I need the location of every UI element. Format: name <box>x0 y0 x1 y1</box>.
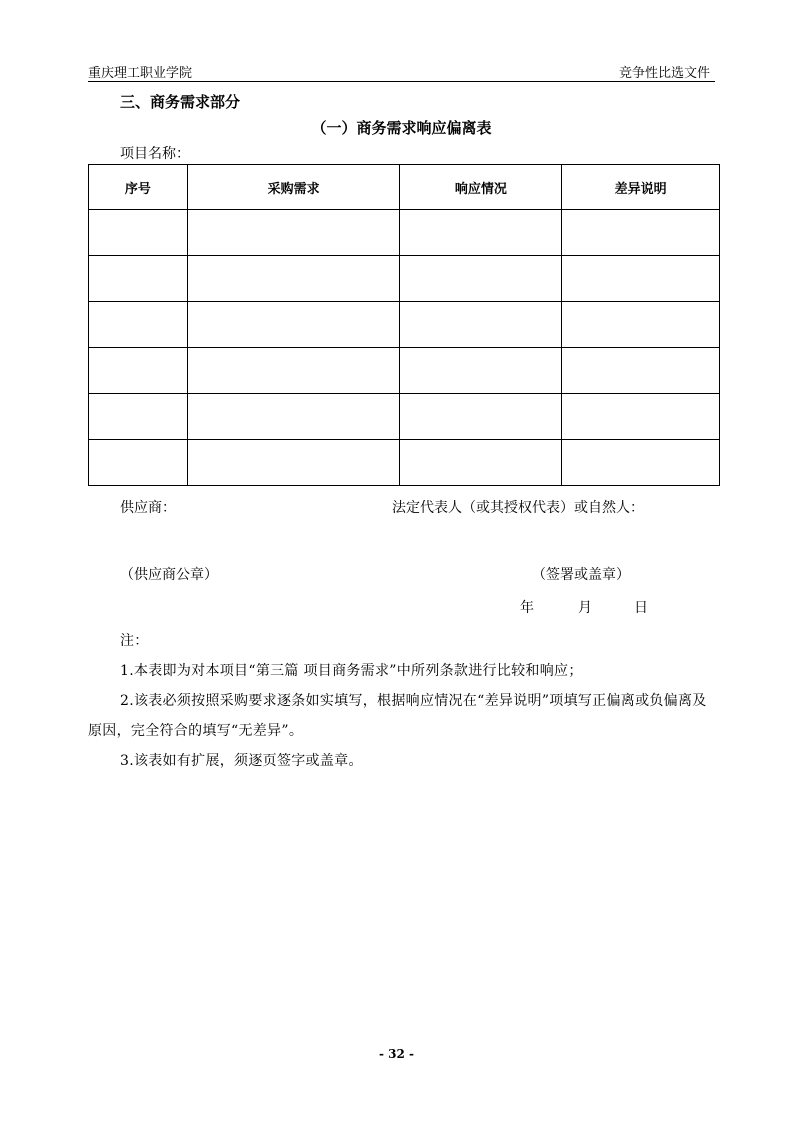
table-row <box>89 256 720 302</box>
legal-representative-label: 法定代表人（或其授权代表）或自然人： <box>392 500 644 516</box>
table-cell[interactable] <box>89 348 188 394</box>
table-row <box>89 440 720 486</box>
table-cell[interactable] <box>187 440 400 486</box>
table-title: （一）商务需求响应偏离表 <box>311 119 492 137</box>
date-day-label: 日 <box>634 600 648 616</box>
column-header-requirement: 采购需求 <box>187 165 400 210</box>
section-title: 三、商务需求部分 <box>120 93 241 111</box>
notes-section <box>88 626 718 776</box>
table-cell[interactable] <box>187 348 400 394</box>
table-cell[interactable] <box>89 440 188 486</box>
table-row <box>89 394 720 440</box>
table-cell[interactable] <box>187 394 400 440</box>
table-header-row <box>89 165 720 210</box>
table-cell[interactable] <box>562 302 720 348</box>
header-right: 竞争性比选文件 <box>618 66 710 81</box>
table-cell[interactable] <box>562 210 720 256</box>
table-cell[interactable] <box>89 394 188 440</box>
table-cell[interactable] <box>562 256 720 302</box>
note-item: 1.本表即为对本项目“第三篇 项目商务需求”中所列条款进行比较和响应； <box>120 663 583 679</box>
table-cell[interactable] <box>400 302 562 348</box>
column-header-difference: 差异说明 <box>562 165 720 210</box>
table-cell[interactable] <box>89 210 188 256</box>
table-cell[interactable] <box>187 210 400 256</box>
page-number: - 32 - <box>378 1047 414 1061</box>
notes-heading: 注： <box>120 633 149 649</box>
table-row <box>89 210 720 256</box>
table-cell[interactable] <box>187 256 400 302</box>
deviation-table <box>88 164 720 486</box>
note-item: 3.该表如有扩展，须逐页签字或盖章。 <box>120 753 363 769</box>
supplier-label: 供应商： <box>120 500 176 516</box>
table-cell[interactable] <box>89 302 188 348</box>
table-row <box>89 348 720 394</box>
table-row <box>89 302 720 348</box>
table-cell[interactable] <box>187 302 400 348</box>
note-item: 2.该表必须按照采购要求逐条如实填写，根据响应情况在“差异说明”项填写正偏离或负偏离及原因，完全符合的填写“无差异”。 <box>88 693 707 739</box>
table-cell[interactable] <box>562 348 720 394</box>
table-cell[interactable] <box>400 440 562 486</box>
table-cell[interactable] <box>400 348 562 394</box>
date-year-label: 年 <box>520 600 534 616</box>
table-cell[interactable] <box>400 394 562 440</box>
sign-or-seal-label: （签署或盖章） <box>532 567 630 583</box>
table-cell[interactable] <box>562 394 720 440</box>
column-header-response: 响应情况 <box>400 165 562 210</box>
table-cell[interactable] <box>89 256 188 302</box>
header-divider <box>88 81 715 82</box>
header-left: 重庆理工职业学院 <box>88 66 193 81</box>
table-cell[interactable] <box>400 210 562 256</box>
table-cell[interactable] <box>400 256 562 302</box>
supplier-seal-label: （供应商公章） <box>120 567 218 583</box>
project-name-label: 项目名称： <box>120 146 190 162</box>
date-month-label: 月 <box>578 600 592 616</box>
table-cell[interactable] <box>562 440 720 486</box>
column-header-index: 序号 <box>89 165 188 210</box>
